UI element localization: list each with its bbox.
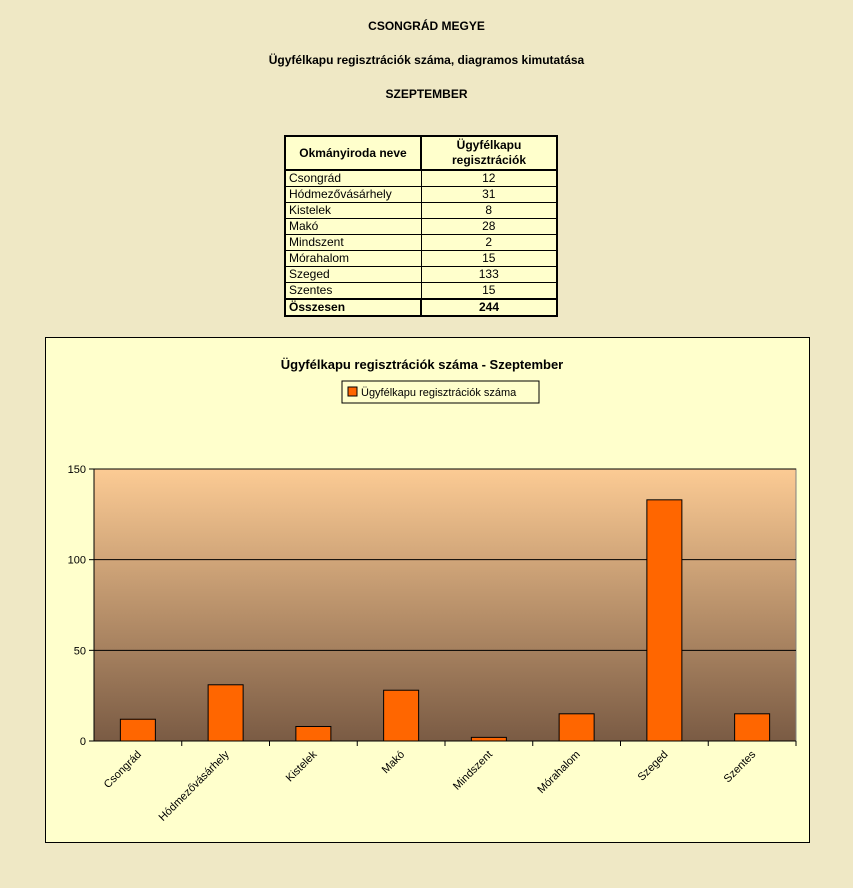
county-title: CSONGRÁD MEGYE (368, 19, 485, 33)
x-tick-label: Szentes (721, 748, 759, 786)
total-value: 244 (421, 299, 557, 316)
bar (208, 685, 243, 741)
bar (559, 714, 594, 741)
table-row (285, 235, 557, 251)
office-name: Mindszent (285, 235, 421, 251)
registration-count: 12 (421, 170, 557, 187)
report-subtitle: Ügyfélkapu regisztrációk száma, diagramos kimutatása (268, 53, 585, 67)
registration-count: 31 (421, 187, 557, 203)
col-header-registrations (421, 136, 557, 170)
legend (342, 381, 539, 403)
x-tick-label: Hódmezővásárhely (156, 748, 232, 824)
bar (384, 690, 419, 741)
plot-area (94, 469, 796, 741)
y-tick-label: 0 (79, 736, 86, 748)
total-row (285, 299, 557, 316)
table-row (285, 219, 557, 235)
table-row (285, 283, 557, 300)
registration-count: 133 (421, 267, 557, 283)
table-row (285, 251, 557, 267)
y-tick-label: 150 (67, 464, 86, 476)
chart-area (45, 337, 810, 843)
office-name: Hódmezővásárhely (285, 187, 421, 203)
registration-count: 8 (421, 203, 557, 219)
bar-chart (46, 338, 809, 842)
x-tick-label: Szeged (635, 748, 671, 784)
bar (735, 714, 770, 741)
registration-count: 15 (421, 283, 557, 300)
x-tick-label: Csongrád (101, 748, 144, 791)
office-name: Szentes (285, 283, 421, 300)
x-tick-label: Kistelek (283, 748, 320, 785)
bar (471, 737, 506, 741)
chart-title: Ügyfélkapu regisztrációk száma - Szeptember (280, 357, 564, 372)
table-row (285, 170, 557, 187)
table-row (285, 187, 557, 203)
office-name: Mórahalom (285, 251, 421, 267)
office-name: Makó (285, 219, 421, 235)
col-header-reg-line2: regisztrációk (451, 153, 527, 167)
legend-swatch (348, 387, 357, 396)
legend-label: Ügyfélkapu regisztrációk száma (361, 387, 517, 399)
registration-count: 28 (421, 219, 557, 235)
office-name: Szeged (285, 267, 421, 283)
registration-count: 15 (421, 251, 557, 267)
office-name: Csongrád (285, 170, 421, 187)
col-header-office: Okmányiroda neve (285, 136, 421, 170)
registration-count: 2 (421, 235, 557, 251)
registration-table (284, 135, 558, 317)
y-tick-label: 50 (73, 645, 86, 658)
x-tick-label: Mórahalom (535, 748, 583, 797)
bar (296, 726, 331, 741)
bar (647, 500, 682, 741)
office-name: Kistelek (285, 203, 421, 219)
month-title: SZEPTEMBER (385, 87, 468, 101)
total-label: Összesen (285, 299, 421, 316)
col-header-reg-line1: Ügyfélkapu (456, 138, 522, 152)
table-row (285, 267, 557, 283)
bar (120, 719, 155, 741)
x-tick-label: Mindszent (451, 748, 495, 793)
y-tick-label: 100 (67, 554, 86, 567)
table-row (285, 203, 557, 219)
x-tick-label: Makó (379, 748, 408, 777)
